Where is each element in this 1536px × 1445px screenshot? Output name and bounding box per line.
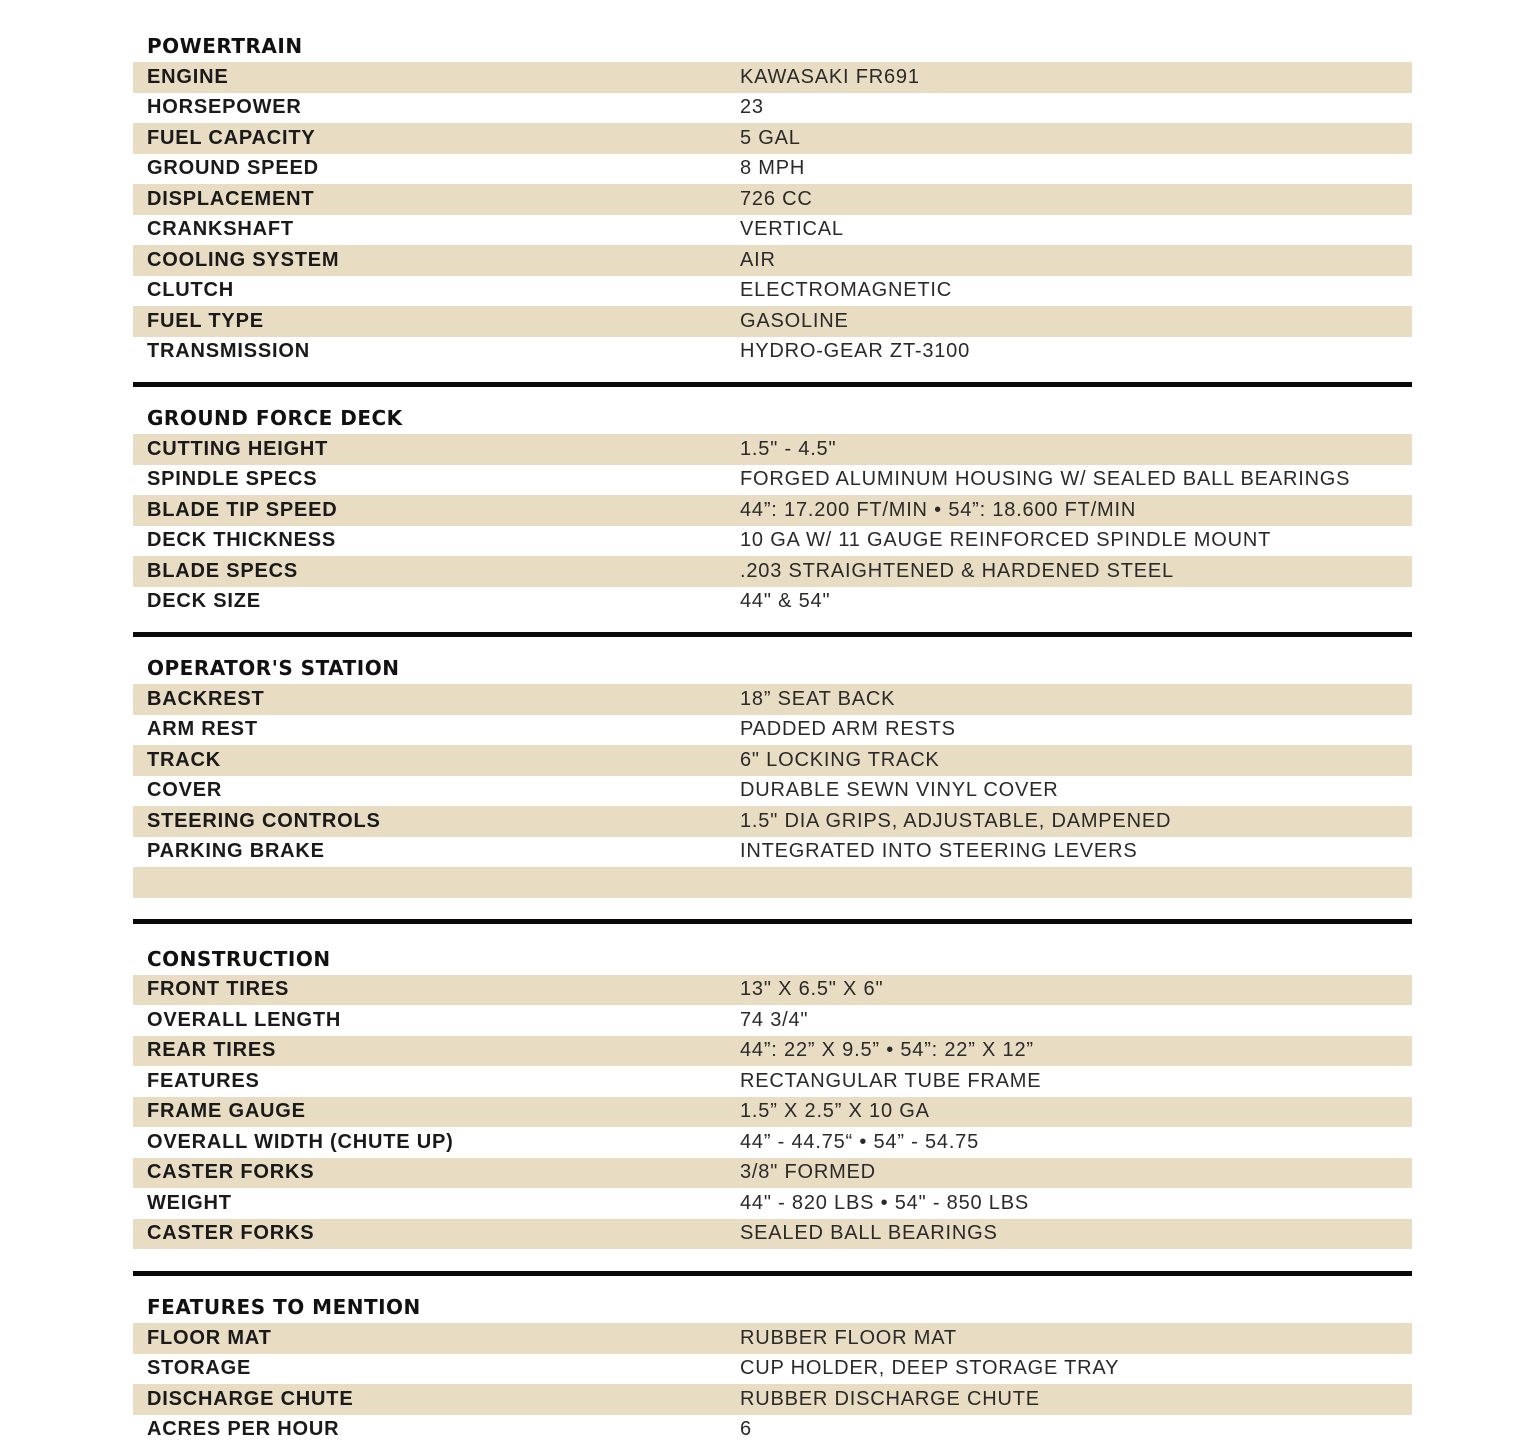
spec-label: SPINDLE SPECS xyxy=(133,468,740,491)
spec-row xyxy=(133,306,1412,337)
spec-label: DISPLACEMENT xyxy=(133,188,740,211)
spec-label: ACRES PER HOUR xyxy=(133,1418,740,1441)
spec-row xyxy=(133,1127,1412,1158)
spec-label: BACKREST xyxy=(133,688,740,711)
spec-row xyxy=(133,465,1412,496)
spec-row-empty xyxy=(133,867,1412,898)
spec-row xyxy=(133,837,1412,868)
spec-row xyxy=(133,184,1412,215)
section-ground-force-deck xyxy=(133,402,1412,617)
spec-label: ARM REST xyxy=(133,718,740,741)
spec-value: HYDRO-GEAR ZT-3100 xyxy=(740,340,1412,363)
spec-label: COVER xyxy=(133,779,740,802)
spec-label: BLADE SPECS xyxy=(133,560,740,583)
spec-label: DECK SIZE xyxy=(133,590,740,613)
spec-row xyxy=(133,776,1412,807)
spec-label: CASTER FORKS xyxy=(133,1222,740,1245)
spec-label: FUEL TYPE xyxy=(133,310,740,333)
spec-value: PADDED ARM RESTS xyxy=(740,718,1412,741)
spec-row xyxy=(133,556,1412,587)
spec-value: 44”: 17.200 FT/MIN • 54”: 18.600 FT/MIN xyxy=(740,499,1412,522)
spec-row xyxy=(133,745,1412,776)
spec-value: 44" - 820 LBS • 54" - 850 LBS xyxy=(740,1192,1412,1215)
spec-row xyxy=(133,715,1412,746)
section-features-to-mention xyxy=(133,1291,1412,1445)
spec-row xyxy=(133,1005,1412,1036)
spec-label: STORAGE xyxy=(133,1357,740,1380)
spec-value: 23 xyxy=(740,96,1412,119)
spec-label: FEATURES xyxy=(133,1070,740,1093)
spec-row xyxy=(133,1415,1412,1445)
spec-value: ELECTROMAGNETIC xyxy=(740,279,1412,302)
spec-label: HORSEPOWER xyxy=(133,96,740,119)
spec-row xyxy=(133,93,1412,124)
spec-value: 6 xyxy=(740,1418,1412,1441)
spec-row xyxy=(133,62,1412,93)
spec-label: REAR TIRES xyxy=(133,1039,740,1062)
spec-value: SEALED BALL BEARINGS xyxy=(740,1222,1412,1245)
spec-value: 18” SEAT BACK xyxy=(740,688,1412,711)
spec-value: VERTICAL xyxy=(740,218,1412,241)
spec-value: CUP HOLDER, DEEP STORAGE TRAY xyxy=(740,1357,1412,1380)
spec-value: RUBBER FLOOR MAT xyxy=(740,1327,1412,1350)
spec-label: CLUTCH xyxy=(133,279,740,302)
spec-value: RUBBER DISCHARGE CHUTE xyxy=(740,1388,1412,1411)
spec-value: 44" & 54" xyxy=(740,590,1412,613)
spec-label: STEERING CONTROLS xyxy=(133,810,740,833)
spec-row xyxy=(133,526,1412,557)
spec-value: 8 MPH xyxy=(740,157,1412,180)
spec-value: FORGED ALUMINUM HOUSING W/ SEALED BALL BEARINGS xyxy=(740,468,1412,491)
spec-label: ENGINE xyxy=(133,66,740,89)
spec-row xyxy=(133,276,1412,307)
spec-value: 726 CC xyxy=(740,188,1412,211)
spec-value: DURABLE SEWN VINYL COVER xyxy=(740,779,1412,802)
spec-label: OVERALL LENGTH xyxy=(133,1009,740,1032)
spec-row xyxy=(133,1384,1412,1415)
spec-label: CRANKSHAFT xyxy=(133,218,740,241)
spec-label: GROUND SPEED xyxy=(133,157,740,180)
spec-value: 3/8" FORMED xyxy=(740,1161,1412,1184)
spec-value: 1.5” X 2.5” X 10 GA xyxy=(740,1100,1412,1123)
spec-row xyxy=(133,806,1412,837)
spec-row xyxy=(133,1354,1412,1385)
spec-row xyxy=(133,245,1412,276)
spec-label: BLADE TIP SPEED xyxy=(133,499,740,522)
section-title: GROUND FORCE DECK xyxy=(133,402,1412,434)
spec-value: 6" LOCKING TRACK xyxy=(740,749,1412,772)
spec-row xyxy=(133,587,1412,618)
spec-value: 13" X 6.5" X 6" xyxy=(740,978,1412,1001)
section-title: POWERTRAIN xyxy=(133,30,1412,62)
spec-row xyxy=(133,154,1412,185)
spec-label: DISCHARGE CHUTE xyxy=(133,1388,740,1411)
spec-value: 5 GAL xyxy=(740,127,1412,150)
spec-label: FRAME GAUGE xyxy=(133,1100,740,1123)
section-title: OPERATOR'S STATION xyxy=(133,652,1412,684)
spec-row xyxy=(133,434,1412,465)
spec-value: AIR xyxy=(740,249,1412,272)
spec-label: FRONT TIRES xyxy=(133,978,740,1001)
spec-value: 1.5" - 4.5" xyxy=(740,438,1412,461)
spec-row xyxy=(133,1097,1412,1128)
spec-label: CUTTING HEIGHT xyxy=(133,438,740,461)
spec-row xyxy=(133,975,1412,1006)
spec-sheet xyxy=(133,30,1412,1445)
spec-label: DECK THICKNESS xyxy=(133,529,740,552)
spec-value: 1.5" DIA GRIPS, ADJUSTABLE, DAMPENED xyxy=(740,810,1412,833)
spec-value: GASOLINE xyxy=(740,310,1412,333)
spec-label: FUEL CAPACITY xyxy=(133,127,740,150)
spec-label: CASTER FORKS xyxy=(133,1161,740,1184)
spec-label: FLOOR MAT xyxy=(133,1327,740,1350)
spec-label: WEIGHT xyxy=(133,1192,740,1215)
spec-row xyxy=(133,123,1412,154)
spec-value: RECTANGULAR TUBE FRAME xyxy=(740,1070,1412,1093)
section-title: CONSTRUCTION xyxy=(133,943,1412,975)
spec-value: KAWASAKI FR691 xyxy=(740,66,1412,89)
spec-row xyxy=(133,1158,1412,1189)
spec-value: 44”: 22” X 9.5” • 54”: 22” X 12” xyxy=(740,1039,1412,1062)
spec-row xyxy=(133,684,1412,715)
spec-value: INTEGRATED INTO STEERING LEVERS xyxy=(740,840,1412,863)
spec-value: .203 STRAIGHTENED & HARDENED STEEL xyxy=(740,560,1412,583)
spec-value: 74 3/4" xyxy=(740,1009,1412,1032)
spec-label: TRACK xyxy=(133,749,740,772)
section-construction xyxy=(133,943,1412,1250)
section-powertrain xyxy=(133,30,1412,367)
spec-row xyxy=(133,215,1412,246)
spec-row xyxy=(133,1188,1412,1219)
spec-value: 44” - 44.75“ • 54” - 54.75 xyxy=(740,1131,1412,1154)
section-title: FEATURES TO MENTION xyxy=(133,1291,1412,1323)
spec-row xyxy=(133,1066,1412,1097)
spec-label: OVERALL WIDTH (CHUTE UP) xyxy=(133,1131,740,1154)
spec-row xyxy=(133,1219,1412,1250)
section-operators-station xyxy=(133,652,1412,898)
spec-row xyxy=(133,337,1412,368)
spec-row xyxy=(133,1036,1412,1067)
spec-value: 10 GA W/ 11 GAUGE REINFORCED SPINDLE MOUNT xyxy=(740,529,1412,552)
spec-row xyxy=(133,495,1412,526)
spec-label: TRANSMISSION xyxy=(133,340,740,363)
spec-label: COOLING SYSTEM xyxy=(133,249,740,272)
spec-label: PARKING BRAKE xyxy=(133,840,740,863)
spec-row xyxy=(133,1323,1412,1354)
